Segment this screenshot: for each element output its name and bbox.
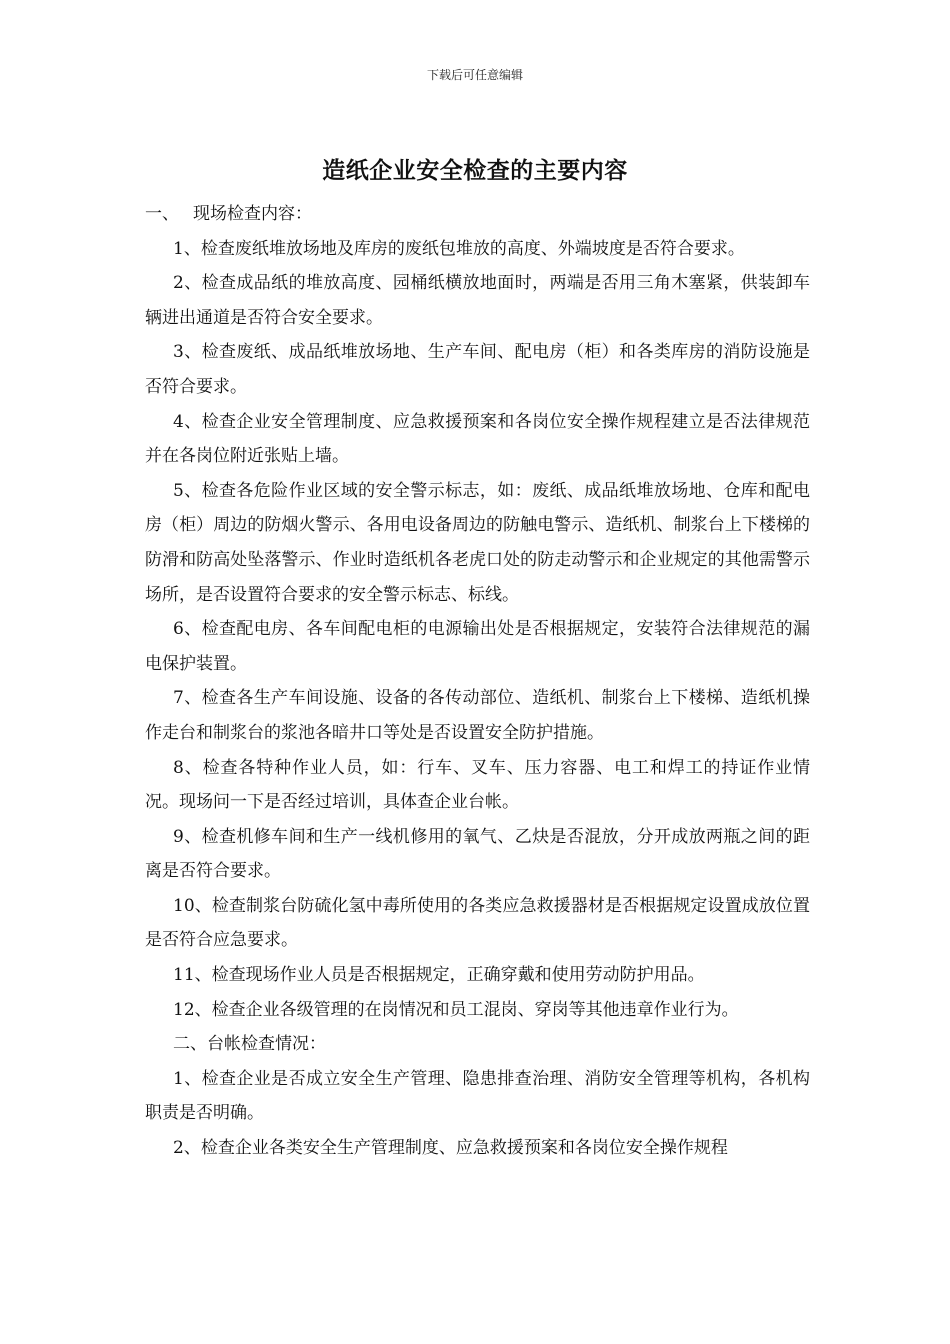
paragraph-8: 8、检查各特种作业人员，如：行车、叉车、压力容器、电工和焊工的持证作业情况。现场问一下是否经过培训，具体查企业台帐。 — [145, 757, 810, 813]
paragraph-5: 5、检查各危险作业区域的安全警示标志，如：废纸、成品纸堆放场地、仓库和配电房（柜）周边的防烟火警示、各用电设备周边的防触电警示、造纸机、制浆台上下楼梯的防滑和防高处坠落警示、作业时造纸机各老虎口处的防走动警示和企业规定的其他需警示场所，是否设置符合要求的安全警示标志、标线。 — [145, 480, 810, 605]
section-label: 现场检查内容： — [193, 204, 312, 224]
section-number: 一、 — [145, 204, 179, 224]
header-note: 下载后可任意编辑 — [426, 68, 523, 82]
paragraph-4: 4、检查企业安全管理制度、应急救援预案和各岗位安全操作规程建立是否法律规范并在各岗位附近张贴上墙。 — [145, 411, 810, 467]
paragraph-10: 10、检查制浆台防硫化氢中毒所使用的各类应急救援器材是否根据规定设置成放位置是否符合应急要求。 — [145, 895, 810, 951]
paragraph-11: 11、检查现场作业人员是否根据规定，正确穿戴和使用劳动防护用品。 — [173, 965, 705, 986]
paragraph-3: 3、检查废纸、成品纸堆放场地、生产车间、配电房（柜）和各类库房的消防设施是否符合要求。 — [145, 342, 810, 397]
section-heading-1 — [145, 197, 810, 232]
document-title: 造纸企业安全检查的主要内容 — [322, 157, 628, 184]
paragraph-2-1: 1、检查企业是否成立安全生产管理、隐患排查治理、消防安全管理等机构，各机构职责是否明确。 — [145, 1068, 810, 1124]
paragraph-7: 7、检查各生产车间设施、设备的各传动部位、造纸机、制浆台上下楼梯、造纸机操作走台和制浆台的浆池各暗井口等处是否设置安全防护措施。 — [145, 688, 810, 743]
section-heading-2: 二、台帐检查情况： — [173, 1034, 326, 1055]
document-body — [145, 197, 810, 1166]
paragraph-12: 12、检查企业各级管理的在岗情况和员工混岗、穿岗等其他违章作业行为。 — [173, 999, 739, 1020]
paragraph-2: 2、检查成品纸的堆放高度、园桶纸横放地面时，两端是否用三角木塞紧，供装卸车辆进出通道是否符合安全要求。 — [145, 273, 810, 328]
paragraph-6: 6、检查配电房、各车间配电柜的电源输出处是否根据规定，安装符合法律规范的漏电保护装置。 — [145, 619, 810, 674]
paragraph-9: 9、检查机修车间和生产一线机修用的氧气、乙炔是否混放，分开成放两瓶之间的距离是否符合要求。 — [145, 826, 810, 882]
paragraph-2-2: 2、检查企业各类安全生产管理制度、应急救援预案和各岗位安全操作规程 — [173, 1138, 728, 1159]
paragraph-1: 1、检查废纸堆放场地及库房的废纸包堆放的高度、外端坡度是否符合要求。 — [173, 238, 745, 259]
